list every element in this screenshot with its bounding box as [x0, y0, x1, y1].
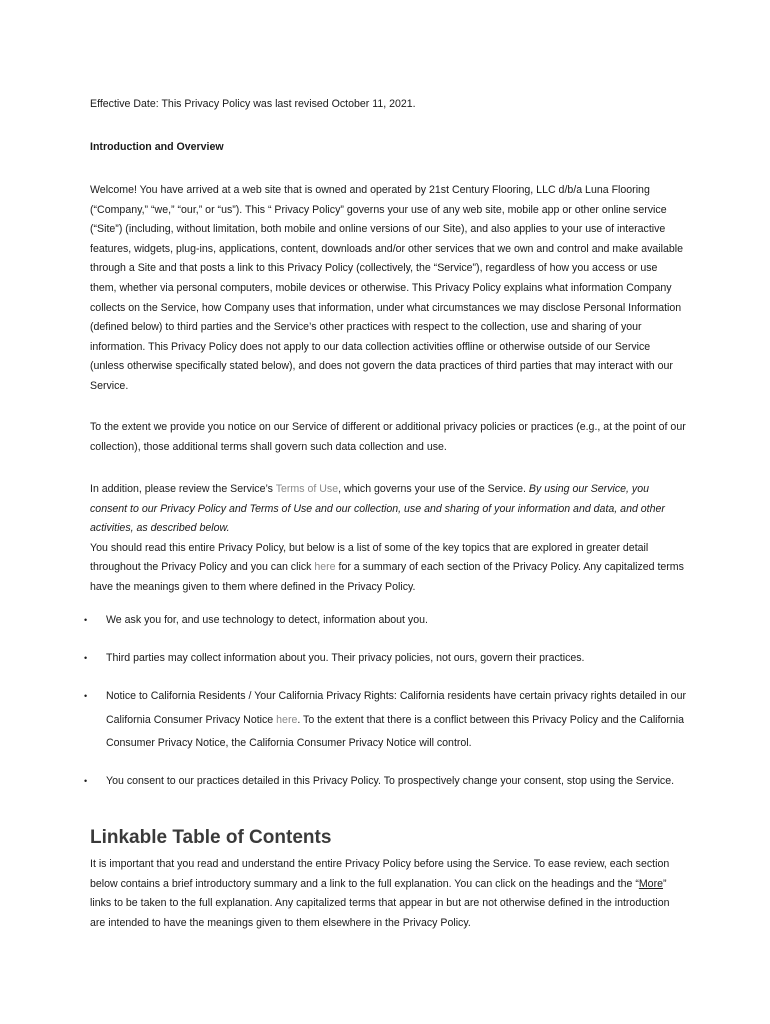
summary-here-link[interactable]: here	[314, 561, 336, 574]
list-item-text: Third parties may collect information about you. Their privacy policies, not ours, govern their practices.	[106, 652, 585, 665]
effective-date: Effective Date: This Privacy Policy was last revised October 11, 2021.	[90, 98, 416, 110]
welcome-paragraph: Welcome! You have arrived at a web site that is owned and operated by 21st Century Flooring, LLC d/b/a Luna Flooring (“Company,” “we,” “our,” or “us”). This “ Privacy Policy” governs your use of any web site, mobile app or other online service (“Site”) (including, without limitation, both mobile and online versions of our Site), and also applies to your use of interactive features, widgets, plug-ins, applications, content, downloads and/or other services that we own and control and make available through a Site and that posts a link to this Privacy Policy (collectively, the “Service”), regardless of how you access or use them, whether via personal computers, mobile devices or otherwise. This Privacy Policy explains what information Company collects on the Service, how Company uses that information, under what circumstances we may disclose Personal Information (defined below) to third parties and the Service’s other practices with respect to the collection, use and sharing of your information. This Privacy Policy does not apply to our data collection activities offline or otherwise outside of our Service (unless otherwise specifically stated below), and does not govern the data practices of third parties that may interact with our Service.	[90, 184, 684, 392]
bullet-icon: •	[84, 615, 88, 625]
terms-of-use-link[interactable]: Terms of Use	[275, 483, 339, 495]
california-notice-here-link[interactable]: here	[276, 713, 298, 726]
read-text: You should read this entire Privacy Policy, but below is a list of some of the key topics that are explored in greater detail throughout the Privacy Policy and you can click	[90, 541, 649, 574]
toc-heading: Linkable Table of Contents	[90, 827, 332, 848]
list-item-text: We ask you for, and use technology to detect, information about you.	[106, 614, 428, 626]
addition-paragraph	[90, 480, 686, 598]
read-text-after: for a summary of each section of the Privacy Policy. Any capitalized terms have the meanings given to them where defined in the Privacy Policy.	[90, 561, 684, 593]
list-item	[84, 770, 686, 793]
toc-text: It is important that you read and understand the entire Privacy Policy before using the Service. To ease review, each section below contains a brief introductory summary and a link to the full explanation. You can click on the headings and the “	[90, 858, 670, 890]
consent-statement: By using our Service, you consent to our Privacy Policy and Terms of Use and our collection, use and sharing of your information and data, and other activities, as described below.	[90, 483, 665, 535]
bullet-icon: •	[84, 653, 88, 664]
list-item-text-after: . To the extent that there is a conflict between this Privacy Policy and the California Consumer Privacy Notice, the California Consumer Privacy Notice will control.	[106, 713, 685, 749]
toc-text-after: ” links to be taken to the full explanation. Any capitalized terms that appear in but are not otherwise defined in the introduction are intended to have the meanings given to them elsewhere in the Privacy Policy.	[90, 877, 670, 929]
list-item	[84, 609, 686, 632]
more-link[interactable]: More	[638, 877, 663, 890]
addition-text-after: , which governs your use of the Service.	[338, 483, 529, 495]
intro-heading: Introduction and Overview	[90, 141, 224, 153]
list-item	[84, 685, 686, 755]
toc-paragraph	[90, 855, 686, 933]
list-item-text: Notice to California Residents / Your California Privacy Rights: California residents have certain privacy rights detailed in our California Consumer Privacy Notice	[106, 690, 686, 726]
addition-text: In addition, please review the Service’s	[90, 483, 276, 495]
extent-paragraph: To the extent we provide you notice on our Service of different or additional privacy policies or practices (e.g., at the point of our collection), those additional terms shall govern such data collection and use.	[90, 421, 686, 453]
bullet-icon: •	[84, 776, 88, 787]
list-item	[84, 647, 686, 670]
bullet-icon: •	[84, 691, 88, 702]
key-topics-list	[84, 609, 686, 808]
list-item-text: You consent to our practices detailed in this Privacy Policy. To prospectively change your consent, stop using the Service.	[106, 775, 675, 788]
